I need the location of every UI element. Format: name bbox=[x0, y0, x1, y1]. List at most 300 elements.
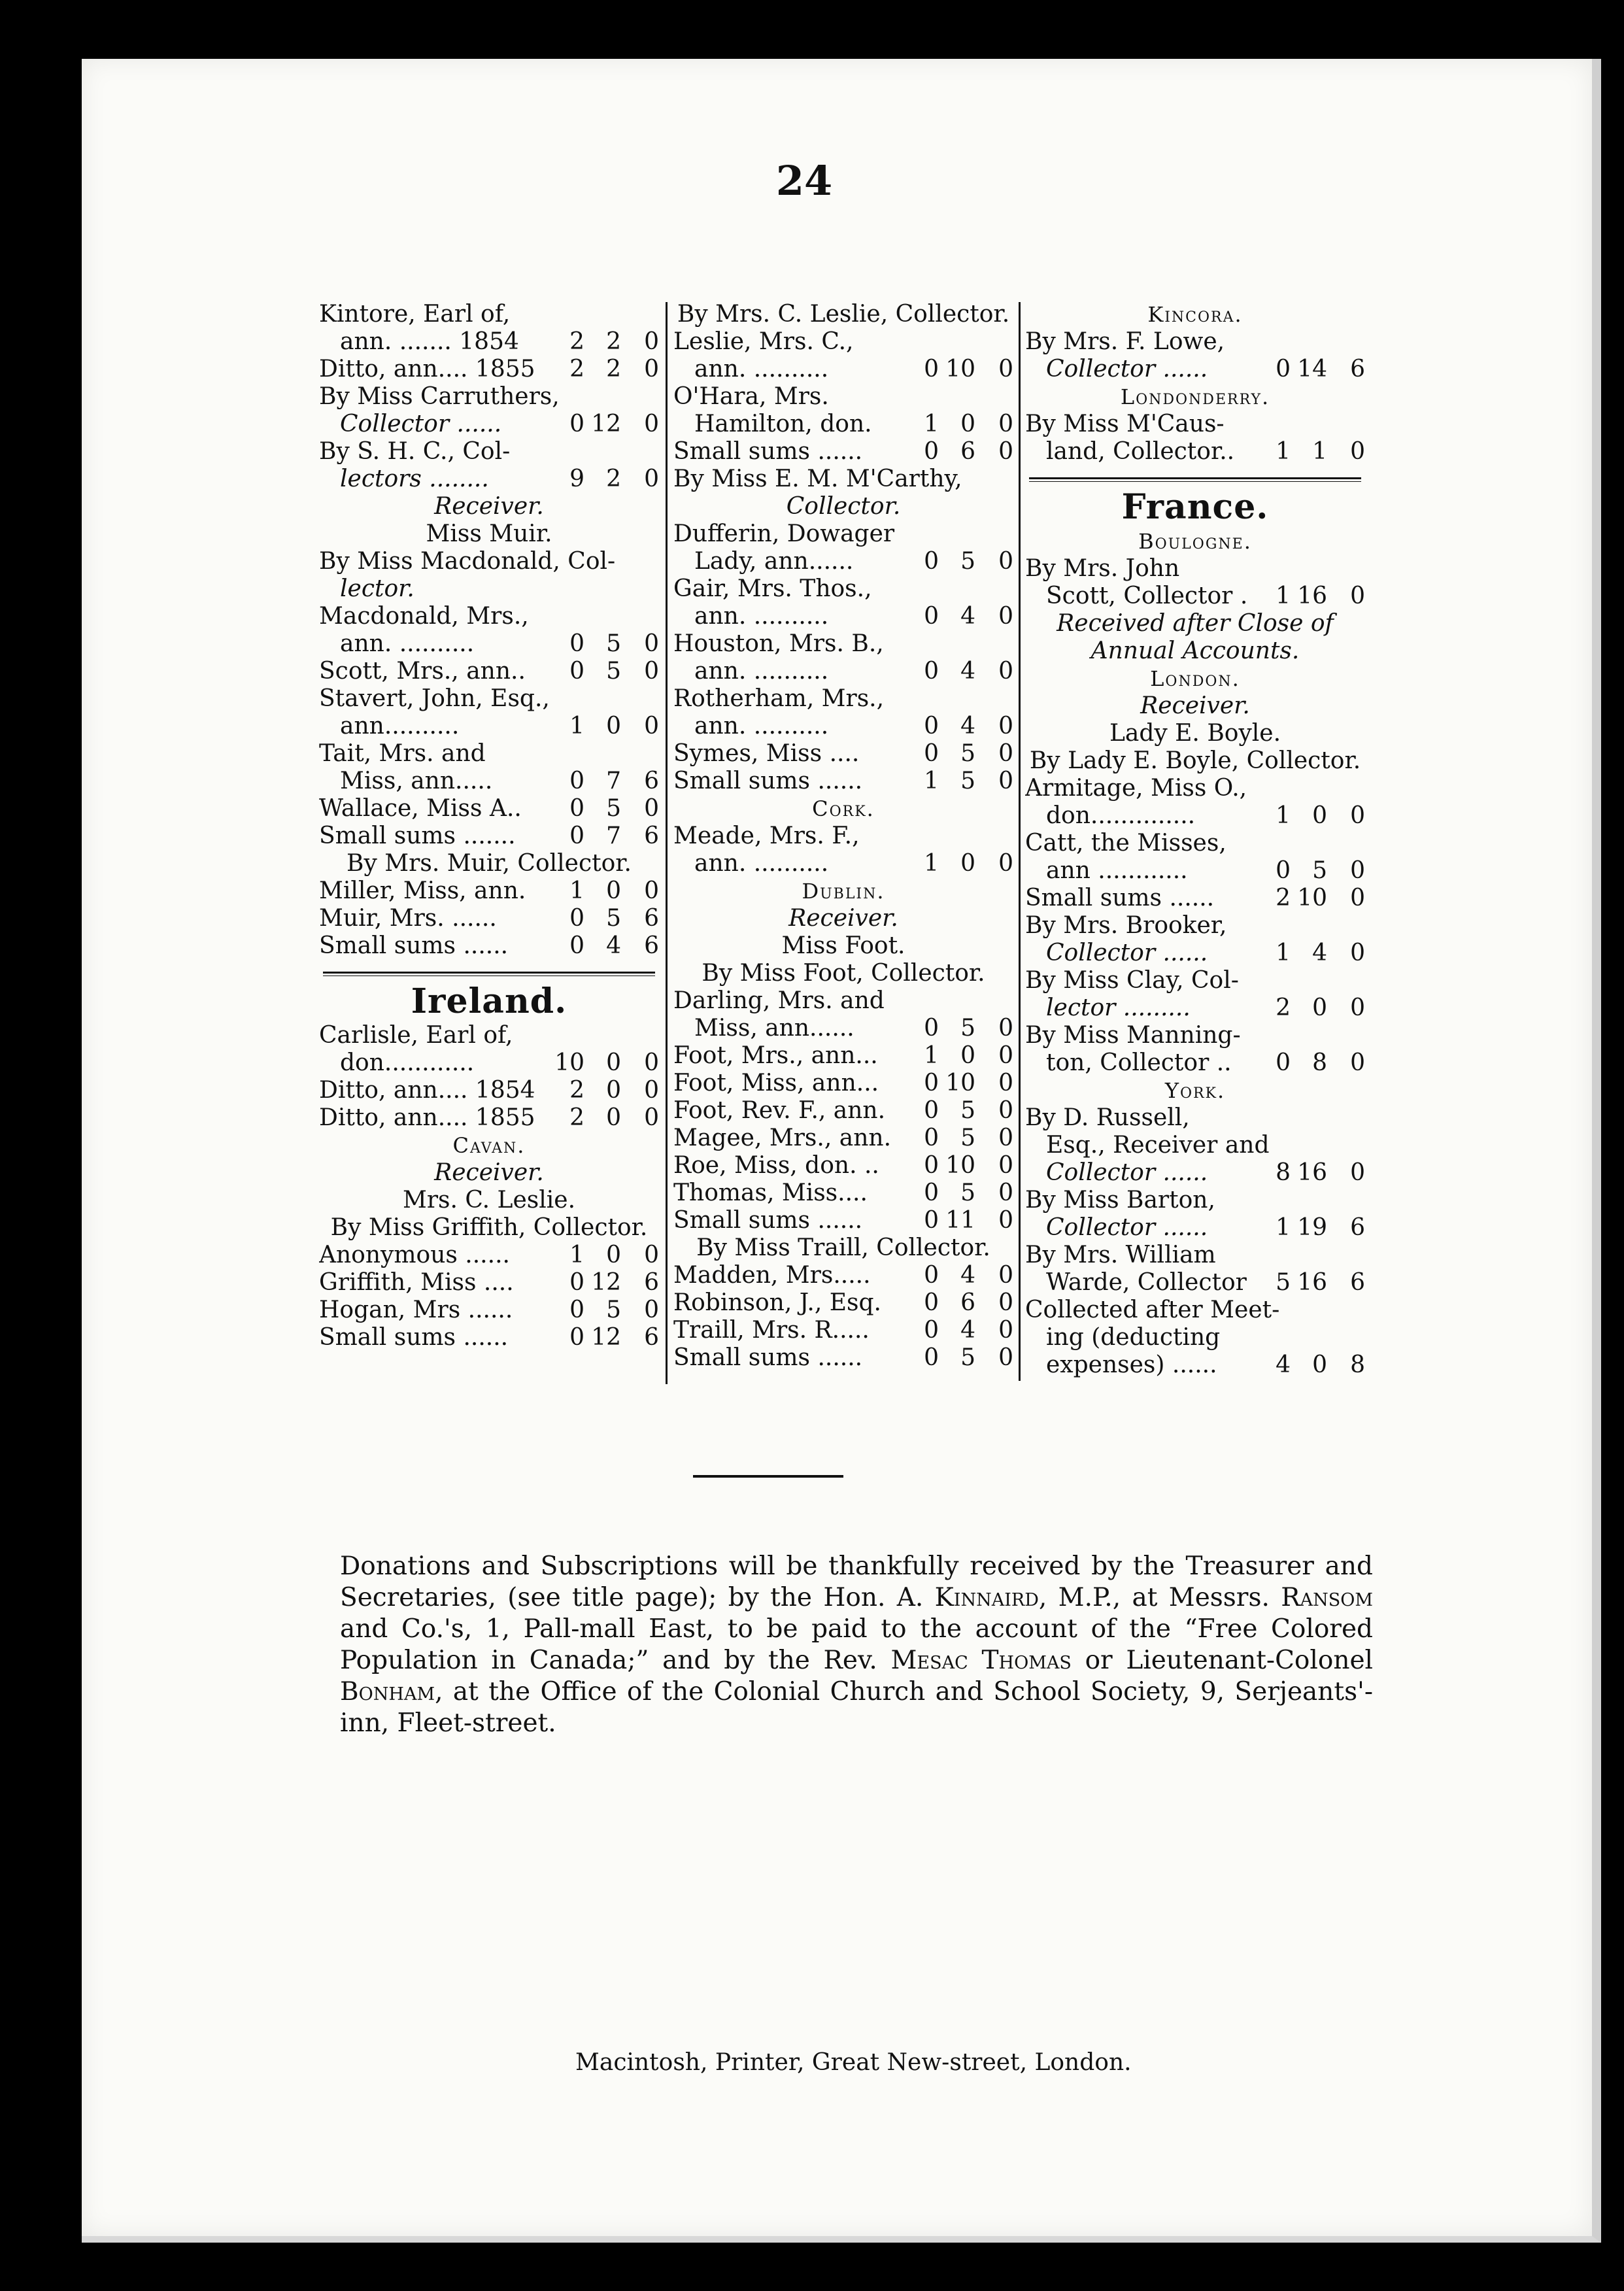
ledger-row bbox=[319, 1269, 659, 1297]
amount bbox=[900, 850, 1013, 877]
printer-imprint: Macintosh, Printer, Great New-street, London. bbox=[575, 2049, 1132, 2076]
entry-name: Collected after Meet- bbox=[1025, 1297, 1280, 1323]
pounds: 1 bbox=[1276, 438, 1291, 465]
pounds: 0 bbox=[569, 795, 584, 822]
ledger-row bbox=[319, 905, 659, 932]
amount bbox=[545, 877, 659, 905]
place-heading: Cork. bbox=[812, 796, 875, 821]
ledger-row bbox=[673, 1344, 1013, 1372]
entry-name: Collector ...... bbox=[1046, 356, 1208, 382]
notice-text: or Lieutenant-Colonel bbox=[1071, 1646, 1374, 1675]
entry-name: Anonymous ...... bbox=[319, 1242, 510, 1268]
pounds: 0 bbox=[924, 658, 939, 685]
ledger-row bbox=[1025, 885, 1365, 912]
entry-name: Wallace, Miss A.. bbox=[319, 795, 522, 822]
entry-name: O'Hara, Mrs. bbox=[673, 383, 829, 410]
pence: 0 bbox=[1350, 994, 1365, 1021]
ledger-row bbox=[319, 630, 659, 658]
place-heading: London. bbox=[1150, 666, 1240, 691]
ledger-row bbox=[319, 768, 659, 795]
entry-name: ann. .......... bbox=[340, 630, 475, 657]
entry-name: Dufferin, Dowager bbox=[673, 520, 895, 547]
pounds: 0 bbox=[1276, 1049, 1291, 1076]
shillings: 7 bbox=[606, 768, 621, 794]
shillings: 5 bbox=[960, 1097, 975, 1124]
entry-name: ann. .......... bbox=[694, 603, 829, 630]
entry-name: Kintore, Earl of, bbox=[319, 301, 511, 328]
amount bbox=[1251, 438, 1365, 466]
shillings: 5 bbox=[960, 1179, 975, 1206]
ledger-row bbox=[319, 603, 659, 630]
pounds: 1 bbox=[924, 850, 939, 877]
pounds: 1 bbox=[1276, 1214, 1291, 1241]
ledger-row bbox=[1025, 555, 1365, 583]
entry-name: By Mrs. John bbox=[1025, 555, 1180, 582]
pence: 0 bbox=[644, 411, 659, 437]
ledger-row bbox=[673, 740, 1013, 768]
pounds: 0 bbox=[1276, 857, 1291, 884]
entry-name: Foot, Miss, ann... bbox=[673, 1070, 879, 1096]
shillings: 10 bbox=[945, 356, 975, 382]
pence: 0 bbox=[998, 411, 1013, 437]
section-rule bbox=[693, 1475, 843, 1478]
shillings: 0 bbox=[1312, 994, 1327, 1021]
amount bbox=[1251, 1214, 1365, 1242]
entry-name: land, Collector.. bbox=[1046, 438, 1235, 465]
shillings: 5 bbox=[960, 548, 975, 575]
pounds: 0 bbox=[924, 603, 939, 630]
pence: 0 bbox=[998, 1097, 1013, 1124]
ledger-row bbox=[673, 823, 1013, 850]
pounds: 1 bbox=[924, 411, 939, 437]
entry-name: Madden, Mrs..... bbox=[673, 1262, 871, 1289]
column-divider-right bbox=[1019, 302, 1021, 1381]
pence: 0 bbox=[644, 1077, 659, 1104]
amount bbox=[1251, 356, 1365, 383]
shillings: 0 bbox=[606, 1104, 621, 1131]
pence: 0 bbox=[998, 1317, 1013, 1344]
ledger-row bbox=[1025, 356, 1365, 383]
ledger-row bbox=[319, 932, 659, 960]
entry-heading: By Mrs. C. Leslie, Collector. bbox=[677, 301, 1010, 328]
ledger-row bbox=[1025, 1214, 1365, 1242]
shillings: 0 bbox=[606, 877, 621, 904]
ledger-row bbox=[673, 768, 1013, 795]
amount bbox=[545, 1297, 659, 1324]
ledger-row bbox=[319, 685, 659, 713]
entry-name: Miss, ann..... bbox=[340, 768, 493, 794]
entry-name: Robinson, J., Esq. bbox=[673, 1289, 881, 1316]
pounds: 0 bbox=[924, 1344, 939, 1371]
ledger-row bbox=[673, 466, 1013, 493]
pence: 0 bbox=[998, 1125, 1013, 1151]
entry-name: Small sums ...... bbox=[319, 932, 509, 959]
pounds: 0 bbox=[924, 356, 939, 382]
shillings: 4 bbox=[1312, 940, 1327, 966]
page-number: 24 bbox=[775, 157, 833, 205]
ledger-row bbox=[319, 466, 659, 493]
entry-name: Ditto, ann.... 1855 bbox=[319, 356, 535, 382]
ledger-row bbox=[673, 1262, 1013, 1289]
pounds: 1 bbox=[1276, 940, 1291, 966]
shillings: 1 bbox=[1312, 438, 1327, 465]
shillings: 4 bbox=[960, 1317, 975, 1344]
shillings: 5 bbox=[960, 740, 975, 767]
entry-name: ann. ....... 1854 bbox=[340, 328, 519, 355]
pounds: 1 bbox=[1276, 802, 1291, 829]
ledger-row bbox=[673, 1152, 1013, 1179]
amount bbox=[900, 1097, 1013, 1125]
entry-name: Tait, Mrs. and bbox=[319, 740, 486, 767]
shillings: 5 bbox=[606, 630, 621, 657]
ledger-row bbox=[319, 658, 659, 685]
pounds: 0 bbox=[924, 1179, 939, 1206]
shillings: 0 bbox=[960, 411, 975, 437]
entry-heading: By Miss Foot, Collector. bbox=[702, 960, 985, 987]
ledger-row bbox=[319, 713, 659, 740]
pence: 0 bbox=[644, 795, 659, 822]
entry-name: don.............. bbox=[1046, 802, 1196, 829]
notice-name-bonham: Bonham bbox=[340, 1677, 435, 1706]
shillings: 12 bbox=[591, 1269, 621, 1296]
column-left bbox=[319, 301, 659, 1351]
pence: 0 bbox=[644, 630, 659, 657]
amount bbox=[1251, 1049, 1365, 1077]
pence: 6 bbox=[644, 1324, 659, 1351]
amount bbox=[1251, 940, 1365, 967]
ledger-row bbox=[1025, 1187, 1365, 1214]
ledger-row bbox=[673, 411, 1013, 438]
amount bbox=[545, 411, 659, 438]
notice-name-ransom: Ransom bbox=[1281, 1583, 1373, 1612]
ledger-row bbox=[319, 301, 659, 328]
ledger-row bbox=[319, 1242, 659, 1269]
amount bbox=[1251, 857, 1365, 885]
entry-name: ann.......... bbox=[340, 713, 460, 739]
entry-heading: Mrs. C. Leslie. bbox=[402, 1187, 576, 1213]
amount bbox=[900, 603, 1013, 630]
amount bbox=[900, 713, 1013, 740]
pence: 0 bbox=[998, 768, 1013, 794]
amount bbox=[900, 1015, 1013, 1042]
pounds: 1 bbox=[569, 713, 584, 739]
ledger-row bbox=[673, 356, 1013, 383]
amount bbox=[545, 658, 659, 685]
ledger-row bbox=[1025, 1297, 1365, 1324]
pence: 0 bbox=[644, 356, 659, 382]
entry-name: By Miss Clay, Col- bbox=[1025, 967, 1239, 994]
entry-name: Collector ...... bbox=[1046, 1214, 1208, 1241]
pounds: 0 bbox=[924, 1289, 939, 1316]
entry-name: ann. .......... bbox=[694, 850, 829, 877]
place-heading: Boulogne. bbox=[1138, 529, 1252, 554]
ledger-row bbox=[319, 356, 659, 383]
ledger-row bbox=[673, 1179, 1013, 1207]
shillings: 4 bbox=[960, 603, 975, 630]
pence: 0 bbox=[998, 438, 1013, 465]
pence: 0 bbox=[1350, 583, 1365, 609]
shillings: 0 bbox=[606, 1242, 621, 1268]
amount bbox=[900, 658, 1013, 685]
entry-name: By Mrs. Brooker, bbox=[1025, 912, 1227, 939]
entry-name: lector. bbox=[340, 575, 414, 602]
entry-heading: By Lady E. Boyle, Collector. bbox=[1029, 747, 1361, 774]
ledger-row bbox=[1025, 438, 1365, 466]
ledger-row bbox=[1025, 583, 1365, 610]
ledger-row bbox=[319, 548, 659, 575]
amount bbox=[900, 1289, 1013, 1317]
ledger-row bbox=[1025, 1269, 1365, 1297]
entry-heading: Receiver. bbox=[434, 1159, 544, 1186]
ledger-row bbox=[319, 740, 659, 768]
pounds: 1 bbox=[569, 1242, 584, 1268]
shillings: 4 bbox=[606, 932, 621, 959]
entry-name: Magee, Mrs., ann. bbox=[673, 1125, 892, 1151]
pounds: 0 bbox=[569, 932, 584, 959]
entry-name: Leslie, Mrs. C., bbox=[673, 328, 854, 355]
amount bbox=[545, 466, 659, 493]
ledger-row bbox=[1025, 1022, 1365, 1049]
entry-name: ann. .......... bbox=[694, 658, 829, 685]
pence: 0 bbox=[1350, 857, 1365, 884]
ledger-row bbox=[1025, 802, 1365, 830]
shillings: 14 bbox=[1297, 356, 1327, 382]
entry-name: Carlisle, Earl of, bbox=[319, 1022, 513, 1049]
pence: 6 bbox=[644, 1269, 659, 1296]
pence: 0 bbox=[1350, 802, 1365, 829]
entry-name: By Miss Barton, bbox=[1025, 1187, 1215, 1213]
pounds: 1 bbox=[924, 768, 939, 794]
amount bbox=[545, 768, 659, 795]
ledger-row bbox=[1025, 1132, 1365, 1159]
entry-name: Foot, Mrs., ann... bbox=[673, 1042, 878, 1069]
pounds: 0 bbox=[569, 411, 584, 437]
pence: 0 bbox=[998, 1289, 1013, 1316]
ledger-row bbox=[673, 575, 1013, 603]
amount bbox=[900, 1152, 1013, 1179]
amount bbox=[545, 905, 659, 932]
ledger-row bbox=[319, 1297, 659, 1324]
entry-name: don............ bbox=[340, 1049, 475, 1076]
pence: 0 bbox=[644, 1049, 659, 1076]
entry-name: ann. .......... bbox=[694, 356, 829, 382]
pounds: 0 bbox=[924, 1262, 939, 1289]
pence: 0 bbox=[998, 1207, 1013, 1234]
entry-heading: Receiver. bbox=[1140, 692, 1250, 719]
pounds: 1 bbox=[924, 1042, 939, 1069]
pounds: 2 bbox=[1276, 885, 1291, 911]
amount bbox=[1251, 885, 1365, 912]
entry-heading: By Mrs. Muir, Collector. bbox=[347, 850, 632, 877]
entry-name: Symes, Miss .... bbox=[673, 740, 860, 767]
pounds: 0 bbox=[569, 1269, 584, 1296]
pence: 0 bbox=[998, 713, 1013, 739]
notice-name-kinnaird: Kinnaird bbox=[934, 1583, 1039, 1612]
pounds: 0 bbox=[924, 1317, 939, 1344]
pence: 0 bbox=[998, 658, 1013, 685]
pence: 0 bbox=[644, 1297, 659, 1323]
amount bbox=[545, 1049, 659, 1077]
ledger-row bbox=[673, 630, 1013, 658]
pounds: 0 bbox=[924, 1125, 939, 1151]
shillings: 5 bbox=[1312, 857, 1327, 884]
amount bbox=[900, 1125, 1013, 1152]
shillings: 12 bbox=[591, 1324, 621, 1351]
entry-name: Rotherham, Mrs., bbox=[673, 685, 885, 712]
pence: 0 bbox=[998, 1262, 1013, 1289]
pounds: 8 bbox=[1276, 1159, 1291, 1186]
ledger-row bbox=[673, 685, 1013, 713]
pence: 8 bbox=[1350, 1351, 1365, 1378]
pounds: 2 bbox=[1276, 994, 1291, 1021]
entry-name: Stavert, John, Esq., bbox=[319, 685, 550, 712]
ledger-row bbox=[319, 877, 659, 905]
amount bbox=[1251, 1269, 1365, 1297]
notice-text: Donations and Subscriptions will be thankfully received by the Treasurer and Secretaries, (see title page); by the Hon. A. bbox=[340, 1552, 1373, 1612]
ledger-row bbox=[673, 987, 1013, 1015]
shillings: 0 bbox=[606, 713, 621, 739]
pounds: 1 bbox=[569, 877, 584, 904]
ledger-row bbox=[673, 383, 1013, 411]
pence: 0 bbox=[998, 740, 1013, 767]
column-middle bbox=[673, 301, 1013, 1372]
ledger-row bbox=[1025, 857, 1365, 885]
pence: 0 bbox=[644, 658, 659, 685]
entry-heading: Receiver. bbox=[788, 905, 898, 932]
ledger-row bbox=[1025, 940, 1365, 967]
donations-notice bbox=[340, 1551, 1373, 1739]
shillings: 12 bbox=[591, 411, 621, 437]
pence: 0 bbox=[644, 877, 659, 904]
section-rule bbox=[1029, 477, 1361, 482]
shillings: 6 bbox=[960, 1289, 975, 1316]
pence: 6 bbox=[644, 905, 659, 932]
notice-text: , at the Office of the Colonial Church and School Society, 9, Serjeants'-inn, Fleet-street. bbox=[340, 1677, 1373, 1738]
place-heading: Cavan. bbox=[452, 1133, 526, 1158]
pounds: 0 bbox=[924, 548, 939, 575]
pounds: 2 bbox=[569, 328, 584, 355]
entry-name: Esq., Receiver and bbox=[1046, 1132, 1270, 1159]
amount bbox=[545, 630, 659, 658]
ledger-row bbox=[319, 795, 659, 823]
amount bbox=[900, 740, 1013, 768]
pounds: 0 bbox=[1276, 356, 1291, 382]
entry-name: Gair, Mrs. Thos., bbox=[673, 575, 872, 602]
shillings: 5 bbox=[606, 905, 621, 932]
pence: 0 bbox=[998, 603, 1013, 630]
pence: 0 bbox=[998, 1344, 1013, 1371]
shillings: 4 bbox=[960, 1262, 975, 1289]
entry-name: By D. Russell, bbox=[1025, 1104, 1190, 1131]
entry-name: ing (deducting bbox=[1046, 1324, 1221, 1351]
pence: 0 bbox=[998, 548, 1013, 575]
entry-name: Hamilton, don. bbox=[694, 411, 872, 437]
pence: 6 bbox=[1350, 1269, 1365, 1296]
pounds: 0 bbox=[569, 1324, 584, 1351]
ledger-row bbox=[1025, 1324, 1365, 1351]
notice-text: and Co.'s, 1, Pall-mall East, to be paid to the account of the “Free Colored Population in Canada;” and by the Rev. bbox=[340, 1614, 1373, 1675]
amount bbox=[900, 1344, 1013, 1372]
pounds: 0 bbox=[924, 1097, 939, 1124]
entry-name: Small sums ...... bbox=[673, 438, 863, 465]
entry-name: Small sums ...... bbox=[1025, 885, 1215, 911]
entry-heading: Miss Foot. bbox=[781, 932, 905, 959]
amount bbox=[900, 1042, 1013, 1070]
amount bbox=[900, 1179, 1013, 1207]
ledger-row bbox=[1025, 912, 1365, 940]
entry-name: Miss, ann...... bbox=[694, 1015, 854, 1042]
entry-name: Small sums ...... bbox=[673, 1344, 863, 1371]
amount bbox=[545, 1104, 659, 1132]
pounds: 10 bbox=[554, 1049, 584, 1076]
shillings: 5 bbox=[606, 1297, 621, 1323]
country-heading: Ireland. bbox=[411, 981, 567, 1021]
entry-name: Scott, Collector . bbox=[1046, 583, 1248, 609]
shillings: 0 bbox=[606, 1077, 621, 1104]
ledger-row bbox=[673, 1317, 1013, 1344]
entry-name: ton, Collector .. bbox=[1046, 1049, 1232, 1076]
entry-name: Collector ...... bbox=[1046, 940, 1208, 966]
ledger-row bbox=[673, 603, 1013, 630]
ledger-row bbox=[319, 1077, 659, 1104]
ledger-row bbox=[319, 438, 659, 466]
entry-heading: Receiver. bbox=[434, 493, 544, 520]
entry-heading: Collector. bbox=[786, 493, 901, 520]
entry-name: Ditto, ann.... 1855 bbox=[319, 1104, 535, 1131]
ledger-row bbox=[1025, 994, 1365, 1022]
ledger-row bbox=[319, 1049, 659, 1077]
ledger-row bbox=[319, 1324, 659, 1351]
ledger-row bbox=[319, 1104, 659, 1132]
shillings: 5 bbox=[606, 795, 621, 822]
ledger-row bbox=[1025, 775, 1365, 802]
amount bbox=[545, 328, 659, 356]
pence: 0 bbox=[998, 1015, 1013, 1042]
shillings: 7 bbox=[606, 823, 621, 849]
shillings: 16 bbox=[1297, 1159, 1327, 1186]
pence: 0 bbox=[1350, 1049, 1365, 1076]
pounds: 0 bbox=[569, 1297, 584, 1323]
entry-name: Traill, Mrs. R..... bbox=[673, 1317, 870, 1344]
ledger-row bbox=[673, 1125, 1013, 1152]
entry-name: ann ............ bbox=[1046, 857, 1188, 884]
entry-name: Houston, Mrs. B., bbox=[673, 630, 884, 657]
ledger-row bbox=[673, 1042, 1013, 1070]
pence: 0 bbox=[998, 850, 1013, 877]
ledger-row bbox=[1025, 411, 1365, 438]
pence: 6 bbox=[1350, 1214, 1365, 1241]
entry-name: Lady, ann...... bbox=[694, 548, 854, 575]
amount bbox=[545, 1269, 659, 1297]
entry-name: By Mrs. William bbox=[1025, 1242, 1216, 1268]
entry-name: By Miss M'Caus- bbox=[1025, 411, 1225, 437]
notice-text: , M.P., at Messrs. bbox=[1038, 1583, 1281, 1612]
ledger-row bbox=[1025, 1159, 1365, 1187]
shillings: 0 bbox=[606, 1049, 621, 1076]
shillings: 2 bbox=[606, 356, 621, 382]
country-heading: France. bbox=[1121, 487, 1269, 527]
entry-name: Collector ...... bbox=[340, 411, 502, 437]
column-right bbox=[1025, 301, 1365, 1379]
entry-name: expenses) ...... bbox=[1046, 1351, 1217, 1378]
ledger-row bbox=[673, 713, 1013, 740]
entry-name: ann. .......... bbox=[694, 713, 829, 739]
amount bbox=[1251, 994, 1365, 1022]
ledger-row bbox=[1025, 1242, 1365, 1269]
pounds: 4 bbox=[1276, 1351, 1291, 1378]
ledger-row bbox=[673, 548, 1013, 575]
amount bbox=[545, 932, 659, 960]
